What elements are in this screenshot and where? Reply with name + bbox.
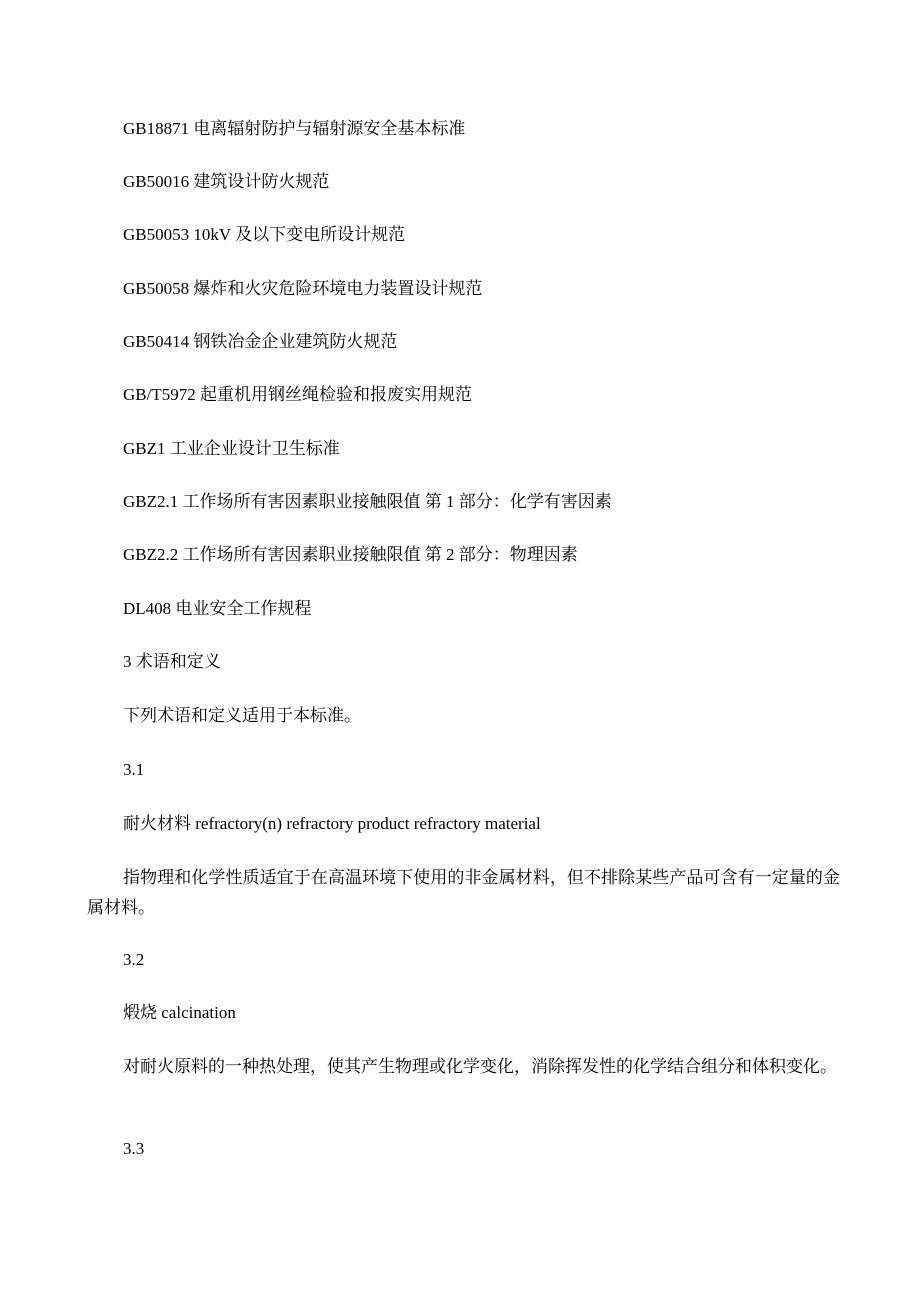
reference-item: GB18871 电离辐射防护与辐射源安全基本标准 xyxy=(123,119,466,138)
term-definition: 指物理和化学性质适宜于在高温环境下使用的非金属材料，但不排除某些产品可含有一定量的金属材料。 xyxy=(87,868,840,917)
reference-item: GB50016 建筑设计防火规范 xyxy=(123,172,330,191)
term-number: 3.2 xyxy=(123,950,145,969)
reference-item: GB/T5972 起重机用钢丝绳检验和报废实用规范 xyxy=(123,385,472,404)
reference-item: GB50414 钢铁冶金企业建筑防火规范 xyxy=(123,332,398,351)
reference-item: DL408 电业安全工作规程 xyxy=(123,599,312,618)
term-number: 3.3 xyxy=(123,1139,145,1158)
term-name: 耐火材料 refractory(n) refractory product refractory material xyxy=(123,814,541,833)
term-name: 煅烧 calcination xyxy=(123,1003,236,1022)
section-intro: 下列术语和定义适用于本标准。 xyxy=(123,706,361,725)
reference-item: GB50058 爆炸和火灾危险环境电力装置设计规范 xyxy=(123,279,483,298)
section-heading: 3 术语和定义 xyxy=(123,652,221,671)
reference-item: GBZ2.1 工作场所有害因素职业接触限值 第 1 部分：化学有害因素 xyxy=(123,492,612,511)
reference-item: GBZ1 工业企业设计卫生标准 xyxy=(123,439,340,458)
reference-item: GB50053 10kV 及以下变电所设计规范 xyxy=(123,225,406,244)
reference-item: GBZ2.2 工作场所有害因素职业接触限值 第 2 部分：物理因素 xyxy=(123,545,578,564)
term-number: 3.1 xyxy=(123,760,145,779)
term-definition: 对耐火原料的一种热处理，使其产生物理或化学变化，消除挥发性的化学结合组分和体积变化。 xyxy=(123,1057,837,1076)
